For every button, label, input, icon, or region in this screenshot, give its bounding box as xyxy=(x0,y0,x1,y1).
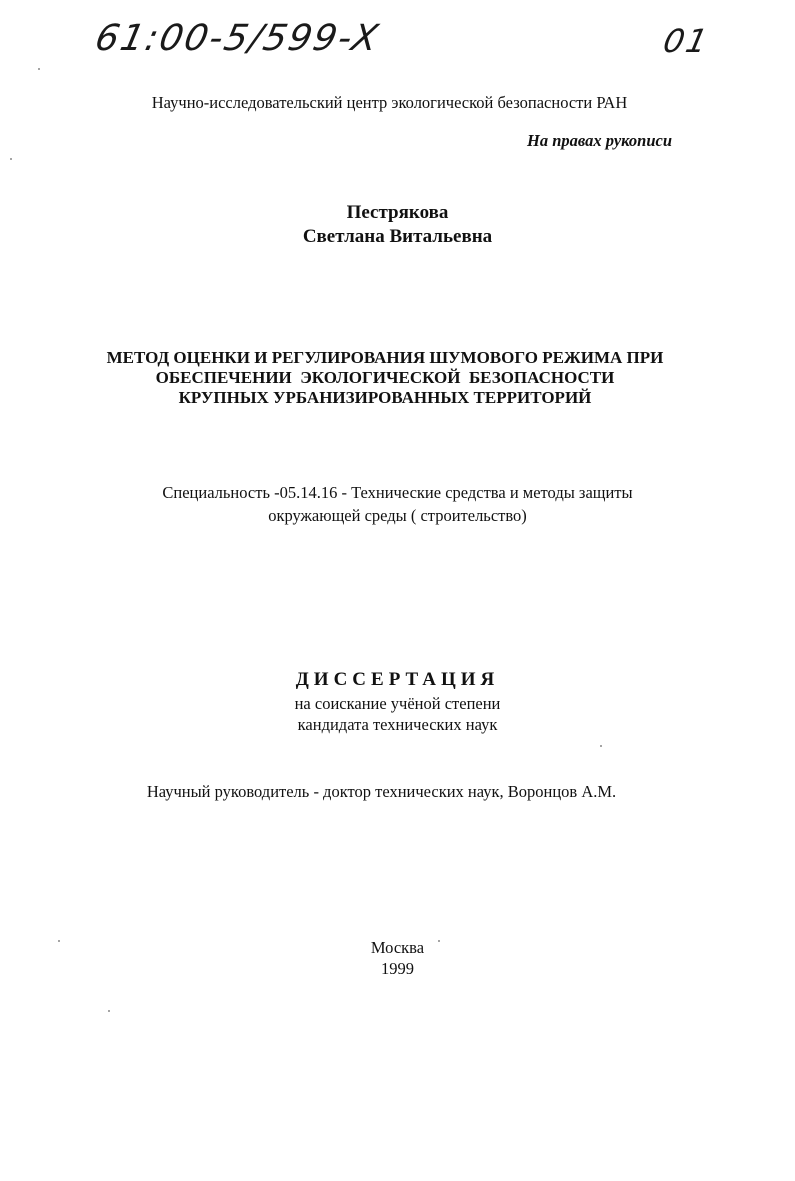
dissertation-title xyxy=(60,348,710,408)
institute-name: Научно-исследовательский центр экологической безопасности РАН xyxy=(151,93,628,112)
scan-speck xyxy=(10,158,12,160)
author-surname: Пестрякова xyxy=(346,202,449,223)
title-line: ОБЕСПЕЧЕНИИ ЭКОЛОГИЧЕСКОЙ БЕЗОПАСНОСТИ xyxy=(155,368,615,387)
year: 1999 xyxy=(381,959,414,978)
degree-line-1: на соискание учёной степени xyxy=(294,694,501,713)
scan-speck xyxy=(108,1010,110,1012)
handwritten-catalog-number: 61:00-5/599-X xyxy=(91,18,384,59)
author-given-names: Светлана Витальевна xyxy=(302,226,493,247)
scientific-advisor: Научный руководитель - доктор технических наук, Воронцов А.М. xyxy=(146,782,617,801)
specialty-line-2: окружающей среды ( строительство) xyxy=(268,506,527,525)
handwritten-corner-mark: 01 xyxy=(659,22,713,60)
specialty-line-1: Специальность -05.14.16 - Технические средства и методы защиты xyxy=(162,483,633,502)
rights-note: На правах рукописи xyxy=(527,131,672,150)
scan-speck xyxy=(38,68,40,70)
work-type-label: ДИССЕРТАЦИЯ xyxy=(295,669,500,690)
scan-speck xyxy=(58,940,60,942)
title-line: КРУПНЫХ УРБАНИЗИРОВАННЫХ ТЕРРИТОРИЙ xyxy=(178,388,592,407)
scan-speck xyxy=(438,940,440,942)
title-line: МЕТОД ОЦЕНКИ И РЕГУЛИРОВАНИЯ ШУМОВОГО РЕЖИМА ПРИ xyxy=(106,348,664,367)
city: Москва xyxy=(370,938,425,957)
scan-speck xyxy=(600,745,602,747)
degree-line-2: кандидата технических наук xyxy=(297,715,498,734)
